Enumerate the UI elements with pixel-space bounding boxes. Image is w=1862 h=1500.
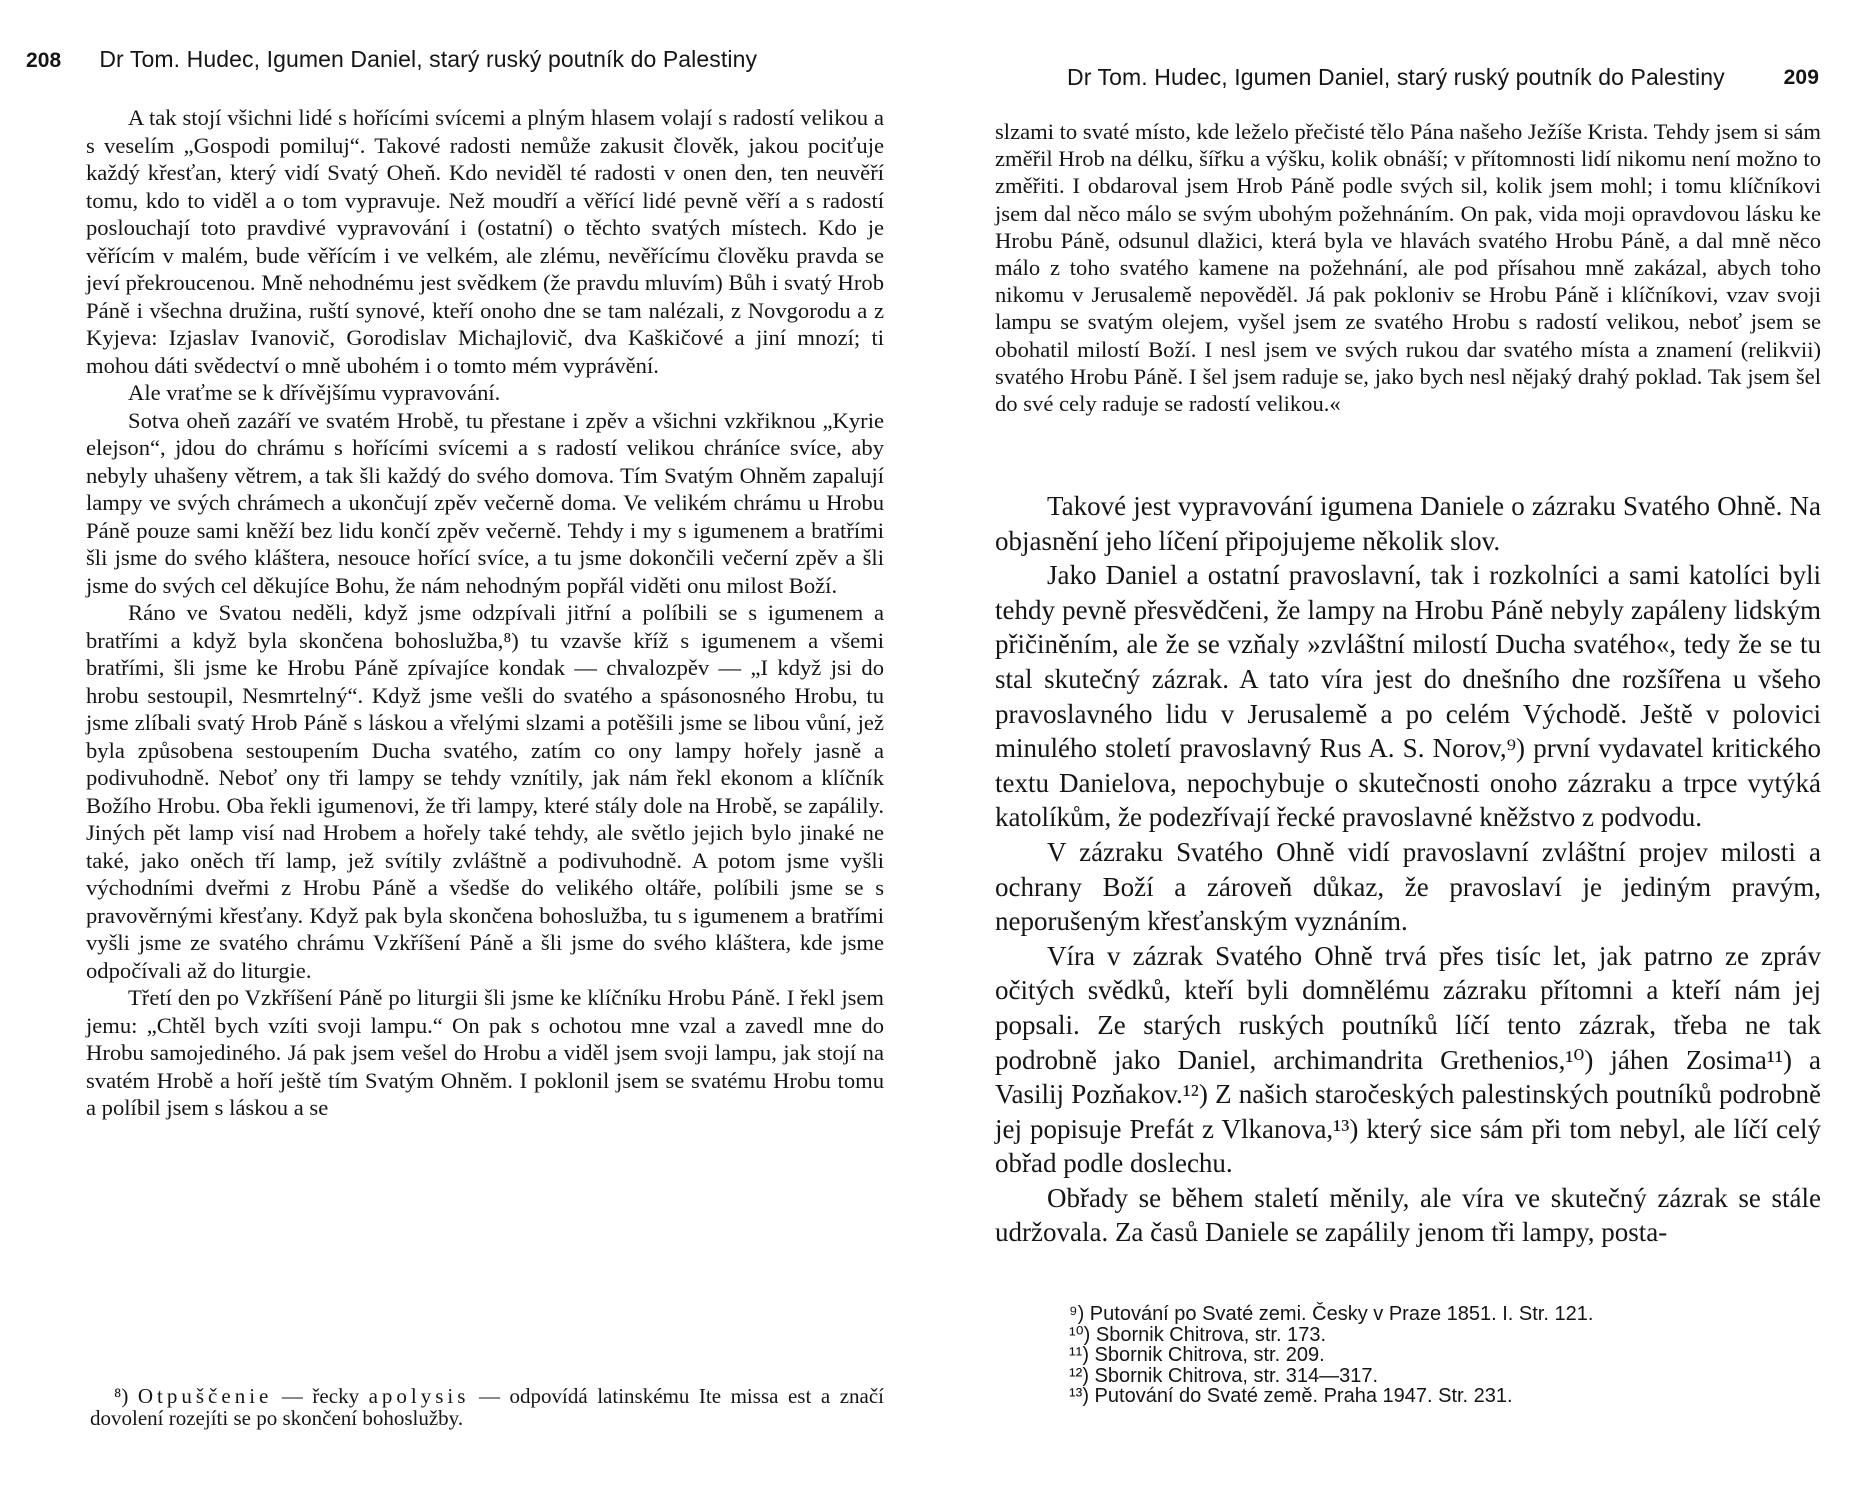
right-page — [995, 0, 1825, 1500]
left-page-number: 208 — [26, 49, 62, 72]
right-footnote-13 — [1069, 1386, 1769, 1407]
right-footnotes — [1069, 1304, 1769, 1407]
right-small-paragraph-1: slzami to svaté místo, kde leželo přečisté tělo Pána našeho Ježíše Krista. Tehdy jsem si sám změřil Hrob na délku, šířku a výšku, kolik obnáší; v přítomnosti lidí nikomu není možno to změřiti. I obdaroval jsem Hrob Páně podle svých sil, kolik jsem mohl; i tomu klíčníkovi jsem dal něco málo se svým ubohým požehnáním. On pak, vida moji opravdovou lásku ke Hrobu Páně, odsunul dlažici, která byla ve hlavách svatého Hrobu Páně, a dal mně něco málo z toho svatého kamene na požehnání, ale pod přísahou mně zakázal, abych toho nikomu v Jerusalemě nepověděl. Já pak pokloniv se Hrobu Páně i klíčníkovi, vzav svoji lampu se svatým olejem, vyšel jsem ze svatého Hrobu s radostí velikou, neboť jsem se obohatil milostí Boží. I nesl jsem ve svých rukou dar svatého místa a znamení (relikvii) svatého Hrobu Páně. I šel jsem raduje se, jako bych nesl nějaký drahý poklad. Tak jsem šel do své cely raduje se radostí velikou.« — [995, 119, 1821, 417]
left-paragraph-3: Sotva oheň zazáří ve svatém Hrobě, tu přestane i zpěv a všichni vzkřiknou „Kyrie elejson“, jdou do chrámu s hořícími svícemi a s radostí velikou chráníce svíce, aby nebyly uhašeny větrem, a tak šli každý do svého domova. Tím Svatým Ohněm zapalují lampy ve svých chrámech a ukončují zpěv večerně doma. Ve velikém chrámu u Hrobu Páně pouze sami kněží bez lidu končí zpěv večerně. Tehdy i my s igumenem a bratřími šli jsme do svého kláštera, nesouce hořící svíce, a tu jsme dokončili večerní zpěv a šli jsme do svých cel děkujíce Bohu, že nám nehodným popřál viděti onu milost Boží. — [86, 407, 884, 598]
footnote-mark: ⁸) — [114, 1384, 129, 1408]
footnote-text: Sbornik Chitrova, str. 314—317. — [1094, 1364, 1379, 1387]
footnote-text: Sbornik Chitrova, str. 209. — [1094, 1344, 1325, 1366]
left-footnote-8 — [90, 1385, 884, 1429]
right-body-text — [995, 489, 1821, 1250]
right-paragraph-1: Takové jest vypravování igumena Daniele o zázraku Svatého Ohně. Na objasnění jeho líčení připojujeme několik slov. — [995, 491, 1821, 556]
left-footnotes — [90, 1385, 884, 1429]
footnote-dash: — řecky — [272, 1384, 369, 1408]
footnote-term: Otpuščenie — [137, 1384, 273, 1408]
footnote-text: Putování po Svaté zemi. Česky v Praze 1851. I. Str. 121. — [1089, 1303, 1594, 1325]
right-quoted-text — [995, 118, 1821, 417]
footnote-text: Putování do Svaté země. Praha 1947. Str. 231. — [1094, 1385, 1513, 1407]
left-body-text — [86, 104, 884, 1122]
right-running-head — [1067, 64, 1825, 91]
footnote-mark: ¹⁰) — [1069, 1323, 1091, 1346]
footnote-text: Sbornik Chitrova, str. 173. — [1095, 1323, 1327, 1346]
footnote-greek-term: apolysis — [368, 1384, 470, 1408]
right-paragraph-4: Víra v zázrak Svatého Ohně trvá přes tisíc let, jak patrno ze zpráv očitých svědků, kteří byli domnělému zázraku přítomni a kteří nám jej popsali. Ze starých ruských poutníků líčí tento zázrak, třeba ne tak podrobně jako Daniel, archimandrita Grethenios,¹⁰) jáhen Zosima¹¹) a Vasilij Pozňakov.¹²) Z našich staročeských palestinských poutníků podrobně jej popisuje Prefát z Vlkanova,¹³) který sice sám při tom nebyl, ale líčí celý obřad podle doslechu. — [995, 940, 1821, 1179]
left-paragraph-5: Třetí den po Vzkříšení Páně po liturgii šli jsme ke klíčníku Hrobu Páně. I řekl jsem jemu: „Chtěl bych vzíti svoji lampu.“ On pak s ochotou mne vzal a zavedl mne do Hrobu samojediného. Já pak jsem vešel do Hrobu a viděl jsem svoji lampu, jak stojí na svatém Hrobě a hoří ještě tím Svatým Ohněm. I poklonil jsem se svatému Hrobu tomu a políbil jsem s láskou a se — [86, 985, 884, 1120]
footnote-rest: — odpovídá latinskému Ite missa est a značí dovolení rozejíti se po skončení bohoslužby. — [90, 1384, 884, 1430]
left-paragraph-4: Ráno ve Svatou neděli, když jsme odzpívali jitřní a políbili se s igumenem a bratřími a když byla skončena bohoslužba,⁸) tu vzavše kříž s igumenem a všemi bratřími, šli jsme ke Hrobu Páně zpívajíce kondak — chvalozpěv — „I když jsi do hrobu sestoupil, Nesmrtelný“. Když jsme vešli do svatého a spásonosného Hrobu, tu jsme zlíbali svatý Hrob Páně s láskou a vřelými slzami a potěšili jsme se libou vůní, jež byla způsobena sestoupením Ducha svatého, zatím co ony lampy hořely jasně a podivuhodně. Neboť ony tři lampy se tehdy vznítily, jak nám řekl ekonom a klíčník Božího Hrobu. Oba řekli igumenovi, že tři lampy, které stály dole na Hrobě, se zapálily. Jiných pět lamp visí nad Hrobem a hořely také tehdy, ale světlo jejich bylo jinaké ne také, jako oněch tří lamp, jež svítily zvláštně a podivuhodně. A potom jsme vyšli východními dveřmi z Hrobu Páně a všedše do velikého oltáře, políbili jsme se s pravověrnými křesťany. Když pak byla skončena bohoslužba, tu s igumenem a bratřími vyšli jsme ze svatého chrámu Vzkříšení Páně a šli jsme do svého kláštera, kde jsme odpočívali až do liturgie. — [86, 600, 884, 983]
left-running-head-title: Dr Tom. Hudec, Igumen Daniel, starý ruský poutník do Palestiny — [99, 46, 758, 72]
footnote-mark: ¹¹) — [1069, 1344, 1089, 1366]
footnote-mark: ⁹) — [1069, 1303, 1085, 1325]
right-paragraph-5: Obřady se během staletí měnily, ale víra ve skutečný zázrak se stále udržovala. Za časů Daniele se zapálily jenom tři lampy, posta- — [995, 1182, 1821, 1248]
right-paragraph-3: V zázraku Svatého Ohně vidí pravoslavní zvláštní projev milosti a ochrany Boží a zároveň důkaz, že pravoslaví je jediným pravým, neporušeným křesťanským vyznáním. — [995, 836, 1821, 937]
right-footnote-9 — [1069, 1304, 1769, 1325]
left-running-head — [26, 46, 757, 73]
right-footnote-11 — [1069, 1345, 1769, 1366]
right-page-number: 209 — [1783, 66, 1819, 89]
footnote-mark: ¹³) — [1069, 1385, 1089, 1407]
left-paragraph-1: A tak stojí všichni lidé s hořícími svícemi a plným hlasem volají s radostí velikou a s veselím „Gospodi pomiluj“. Takové radosti nemůže zakusit člověk, jakou pociťuje každý křesťan, který vidí Svatý Oheň. Kdo neviděl té radosti v onen den, ten neuvěří tomu, kdo to viděl a o tom vypravuje. Než moudří a věřící lidé pevně věří a s radostí poslouchají toto pravdivé vypravování i (ostatní) o těchto svatých místech. Kdo je věřícím v malém, bude věřícím i ve velkém, ale zlému, nevěřícímu člověku pravda se jeví překroucenou. Mně nehodnému jest svědkem (že pravdu mluvím) Bůh i svatý Hrob Páně i všechna družina, ruští synové, kteří onoho dne se tam nalézali, z Novgorodu a z Kyjeva: Izjaslav Ivanovič, Gorodislav Michajlovič, dva Kaškičové a jiní mnozí; ti mohou dáti svědectví o mně ubohém i o tomto mém vyprávění. — [86, 105, 884, 378]
left-paragraph-2: Ale vraťme se k dřívějšímu vypravování. — [128, 380, 501, 405]
footnote-mark: ¹²) — [1069, 1364, 1089, 1387]
right-footnote-10 — [1069, 1325, 1769, 1346]
right-footnote-12 — [1069, 1366, 1769, 1387]
left-page — [24, 0, 884, 1500]
right-running-head-title: Dr Tom. Hudec, Igumen Daniel, starý ruský poutník do Palestiny — [1067, 64, 1725, 90]
right-paragraph-2: Jako Daniel a ostatní pravoslavní, tak i rozkolníci a sami katolíci byli tehdy pevně přesvědčeni, že lampy na Hrobu Páně nebyly zapáleny lidským přičiněním, ale že se vzňaly »zvláštní milostí Ducha svatého«, tedy že se tu stal skutečný zázrak. A tato víra jest do dnešního dne rozšířena u všeho pravoslavného lidu v Jerusalemě a po celém Východě. Ještě v polovici minulého století pravoslavný Rus A. S. Norov,⁹) první vydavatel kritického textu Danielova, nepochybuje o skutečnosti onoho zázraku a trpce vytýká katolíkům, že podezřívají řecké pravoslavné kněžstvo z podvodu. — [995, 560, 1821, 833]
